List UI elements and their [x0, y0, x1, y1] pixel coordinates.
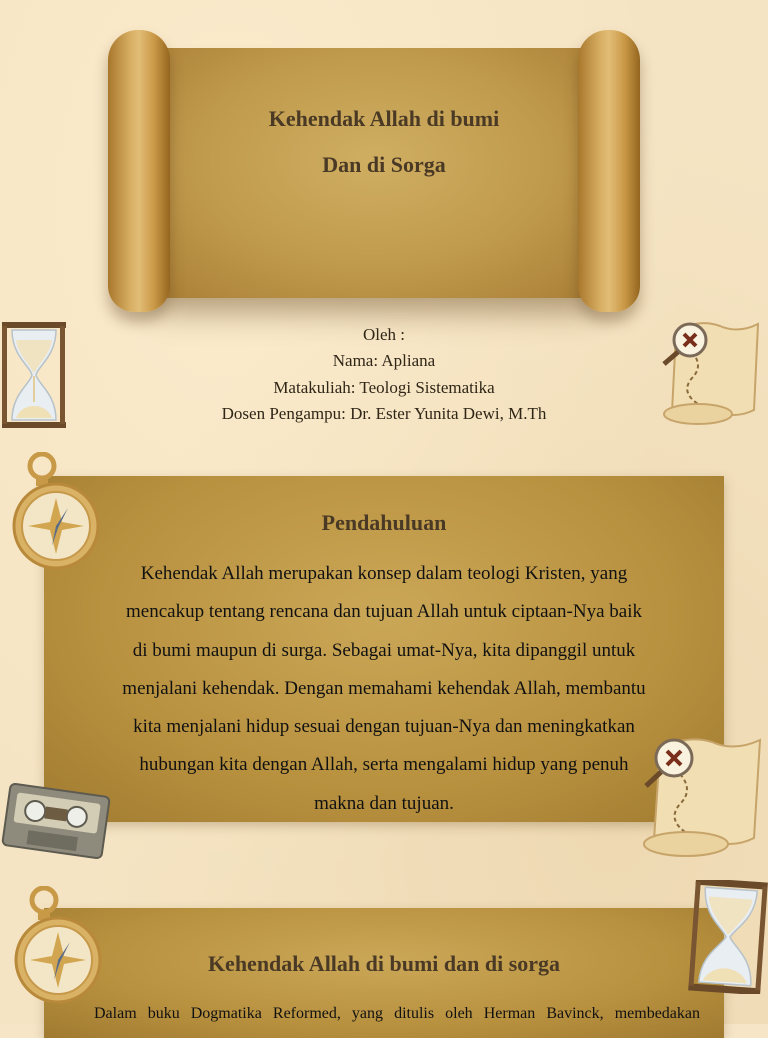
- author-dosen: Dosen Pengampu: Dr. Ester Yunita Dewi, M.Th: [221, 404, 547, 424]
- intro-line: hubungan kita dengan Allah, serta mengalami hidup yang penuh: [139, 754, 629, 776]
- intro-heading: Pendahuluan: [321, 510, 447, 535]
- hourglass-icon: [688, 880, 768, 994]
- author-matakuliah: Matakuliah: Teologi Sistematika: [273, 377, 495, 397]
- hourglass-icon: [0, 322, 68, 428]
- intro-line: Kehendak Allah merupakan konsep dalam teologi Kristen, yang: [140, 563, 628, 584]
- intro-paragraph: [80, 555, 688, 823]
- compass-icon: [14, 886, 106, 1006]
- section-heading: Kehendak Allah di bumi dan di sorga: [207, 951, 561, 976]
- compass-icon: [12, 452, 104, 572]
- intro-line: makna dan tujuan.: [314, 792, 454, 814]
- intro-line: kita menjalani hidup sesuai dengan tujuan-Nya dan meningkatkan: [133, 716, 635, 738]
- treasure-map-icon: [658, 312, 768, 436]
- title-line-2: Dan di Sorga: [322, 152, 446, 177]
- intro-line: mencakup tentang rencana dan tujuan Allah untuk ciptaan-Nya baik: [126, 601, 642, 623]
- author-oleh: Oleh :: [362, 325, 406, 344]
- author-info: [0, 322, 768, 428]
- section-paragraph: Dalam buku Dogmatika Reformed, yang ditulis oleh Herman Bavinck, membedakan: [94, 1005, 700, 1022]
- author-nama: Nama: Apliana: [332, 351, 436, 371]
- title-line-1: Kehendak Allah di bumi: [268, 106, 500, 131]
- treasure-map-icon: [636, 726, 768, 868]
- cassette-icon: [0, 778, 112, 864]
- intro-line: di bumi maupun di surga. Sebagai umat-Nya, kita dipanggil untuk: [132, 639, 636, 661]
- intro-line: menjalani kehendak. Dengan memahami kehendak Allah, membantu: [122, 677, 646, 699]
